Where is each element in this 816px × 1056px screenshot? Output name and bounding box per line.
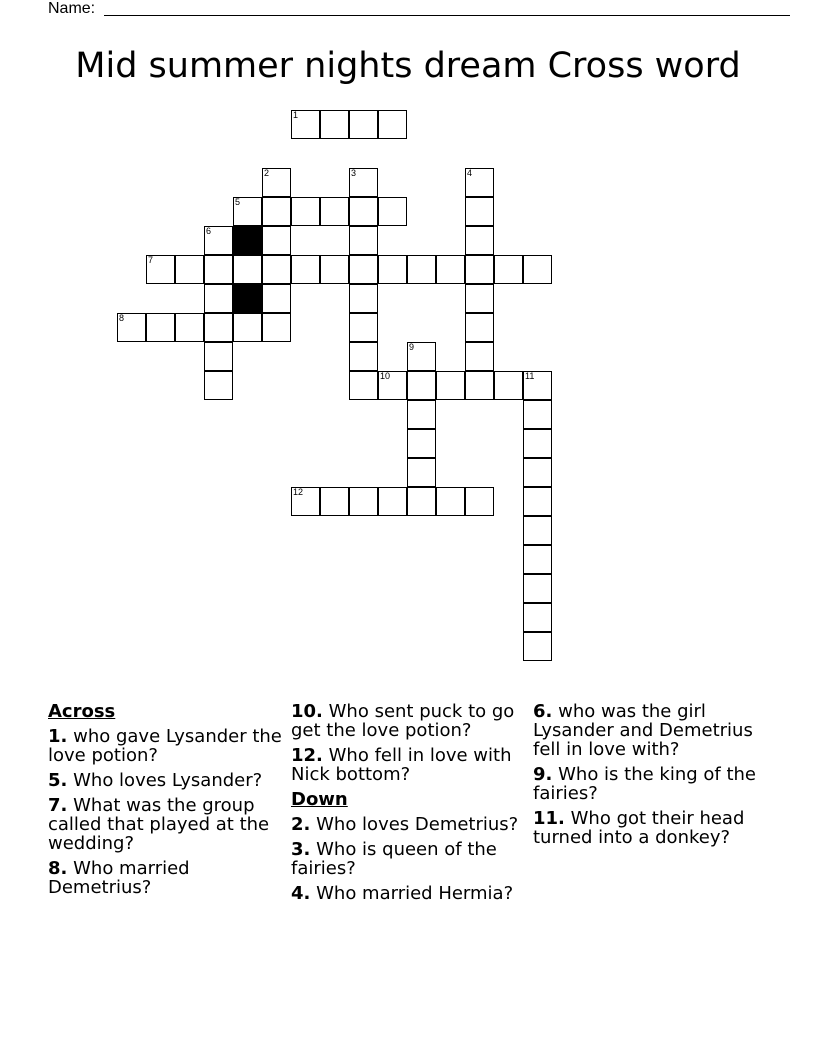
clue-number: 6. [533, 701, 553, 722]
grid-cell[interactable] [436, 371, 465, 400]
grid-cell[interactable] [291, 110, 320, 139]
cell-number: 5 [235, 197, 241, 207]
clue-down-11 [533, 809, 773, 847]
grid-cell[interactable] [233, 255, 262, 284]
grid-cell[interactable] [407, 487, 436, 516]
grid-cell[interactable] [407, 342, 436, 371]
cell-number: 1 [293, 110, 299, 120]
grid-cell[interactable] [204, 342, 233, 371]
grid-cell[interactable] [175, 255, 204, 284]
clue-text: who was the girl Lysander and Demetrius fell in love with? [533, 701, 753, 760]
grid-block-cell [233, 284, 262, 313]
grid-cell[interactable] [291, 255, 320, 284]
grid-cell[interactable] [262, 313, 291, 342]
grid-cell[interactable] [523, 429, 552, 458]
cell-number: 8 [119, 313, 125, 323]
clue-number: 1. [48, 726, 68, 747]
grid-cell[interactable] [494, 371, 523, 400]
grid-cell[interactable] [262, 197, 291, 226]
grid-cell[interactable] [523, 458, 552, 487]
grid-cell[interactable] [291, 197, 320, 226]
grid-cell[interactable] [523, 255, 552, 284]
clue-number: 5. [48, 770, 68, 791]
grid-cell[interactable] [378, 371, 407, 400]
cell-number: 9 [409, 342, 415, 352]
clue-text: Who got their head turned into a donkey? [533, 808, 745, 848]
grid-cell[interactable] [465, 313, 494, 342]
grid-cell[interactable] [523, 400, 552, 429]
cell-number: 11 [525, 371, 535, 381]
grid-cell[interactable] [378, 255, 407, 284]
grid-cell[interactable] [378, 110, 407, 139]
clue-across-10 [291, 702, 527, 740]
grid-cell[interactable] [204, 371, 233, 400]
grid-cell[interactable] [204, 255, 233, 284]
grid-cell[interactable] [349, 226, 378, 255]
grid-cell[interactable] [436, 255, 465, 284]
grid-cell[interactable] [407, 400, 436, 429]
grid-cell[interactable] [523, 516, 552, 545]
cell-number: 10 [380, 371, 391, 381]
grid-cell[interactable] [523, 487, 552, 516]
grid-cell[interactable] [349, 284, 378, 313]
clue-text: Who fell in love with Nick bottom? [291, 745, 512, 785]
clue-across-1 [48, 727, 284, 765]
grid-cell[interactable] [407, 458, 436, 487]
clue-down-6 [533, 702, 773, 759]
grid-cell[interactable] [407, 429, 436, 458]
grid-cell[interactable] [320, 255, 349, 284]
grid-cell[interactable] [378, 197, 407, 226]
clue-text: who gave Lysander the love potion? [48, 726, 282, 766]
clue-text: Who sent puck to go get the love potion? [291, 701, 515, 741]
page-title: Mid summer nights dream Cross word [75, 46, 741, 86]
clue-text: Who is queen of the fairies? [291, 839, 497, 879]
grid-cell[interactable] [204, 284, 233, 313]
grid-cell[interactable] [320, 197, 349, 226]
grid-cell[interactable] [320, 110, 349, 139]
cell-number: 4 [467, 168, 473, 178]
down-heading: Down [291, 789, 348, 810]
clue-number: 3. [291, 839, 311, 860]
grid-cell[interactable] [349, 255, 378, 284]
grid-cell[interactable] [465, 255, 494, 284]
grid-cell[interactable] [146, 255, 175, 284]
grid-cell[interactable] [349, 487, 378, 516]
grid-cell[interactable] [407, 371, 436, 400]
clue-number: 12. [291, 745, 323, 766]
clue-column-3 [533, 702, 773, 853]
grid-cell[interactable] [465, 371, 494, 400]
grid-cell[interactable] [291, 487, 320, 516]
grid-cell[interactable] [523, 574, 552, 603]
clue-down-9 [533, 765, 773, 803]
clue-column-1 [48, 702, 284, 903]
grid-cell[interactable] [465, 284, 494, 313]
grid-cell[interactable] [262, 168, 291, 197]
grid-cell[interactable] [262, 226, 291, 255]
grid-cell[interactable] [262, 255, 291, 284]
clue-text: Who loves Demetrius? [316, 814, 519, 835]
across-heading: Across [48, 701, 116, 722]
grid-cell[interactable] [465, 487, 494, 516]
grid-block-cell [233, 226, 262, 255]
grid-cell[interactable] [233, 313, 262, 342]
grid-cell[interactable] [204, 226, 233, 255]
grid-cell[interactable] [523, 371, 552, 400]
grid-cell[interactable] [117, 313, 146, 342]
grid-cell[interactable] [349, 168, 378, 197]
grid-cell[interactable] [465, 342, 494, 371]
grid-cell[interactable] [523, 545, 552, 574]
grid-cell[interactable] [349, 110, 378, 139]
clue-down-2 [291, 815, 527, 834]
clue-across-8 [48, 859, 284, 897]
clue-number: 8. [48, 858, 68, 879]
grid-cell[interactable] [407, 255, 436, 284]
grid-cell[interactable] [349, 371, 378, 400]
grid-cell[interactable] [465, 197, 494, 226]
grid-cell[interactable] [523, 632, 552, 661]
cell-number: 2 [264, 168, 270, 178]
grid-cell[interactable] [436, 487, 465, 516]
clue-number: 10. [291, 701, 323, 722]
clue-number: 4. [291, 883, 311, 904]
name-label: Name: [48, 0, 96, 17]
clue-down-4 [291, 884, 527, 903]
clue-across-5 [48, 771, 284, 790]
grid-cell[interactable] [320, 487, 349, 516]
cell-number: 6 [206, 226, 212, 236]
grid-cell[interactable] [146, 313, 175, 342]
clue-text: Who married Hermia? [316, 883, 514, 904]
clue-across-12 [291, 746, 527, 784]
clue-across-7 [48, 796, 284, 853]
grid-cell[interactable] [349, 313, 378, 342]
grid-cell[interactable] [233, 197, 262, 226]
grid-cell[interactable] [349, 342, 378, 371]
grid-cell[interactable] [465, 226, 494, 255]
clue-number: 2. [291, 814, 311, 835]
clue-text: Who married Demetrius? [48, 858, 190, 898]
grid-cell[interactable] [349, 197, 378, 226]
grid-cell[interactable] [175, 313, 204, 342]
clue-text: What was the group called that played at the wedding? [48, 795, 270, 854]
grid-cell[interactable] [465, 168, 494, 197]
clue-text: Who is the king of the fairies? [533, 764, 757, 804]
cell-number: 3 [351, 168, 357, 178]
clue-text: Who loves Lysander? [73, 770, 263, 791]
clue-number: 11. [533, 808, 565, 829]
clue-number: 7. [48, 795, 68, 816]
grid-cell[interactable] [523, 603, 552, 632]
clue-column-2 [291, 702, 527, 909]
cell-number: 7 [148, 255, 154, 265]
clue-down-3 [291, 840, 527, 878]
grid-cell[interactable] [262, 284, 291, 313]
grid-cell[interactable] [378, 487, 407, 516]
grid-cell[interactable] [204, 313, 233, 342]
cell-number: 12 [293, 487, 304, 497]
grid-cell[interactable] [494, 255, 523, 284]
clue-number: 9. [533, 764, 553, 785]
